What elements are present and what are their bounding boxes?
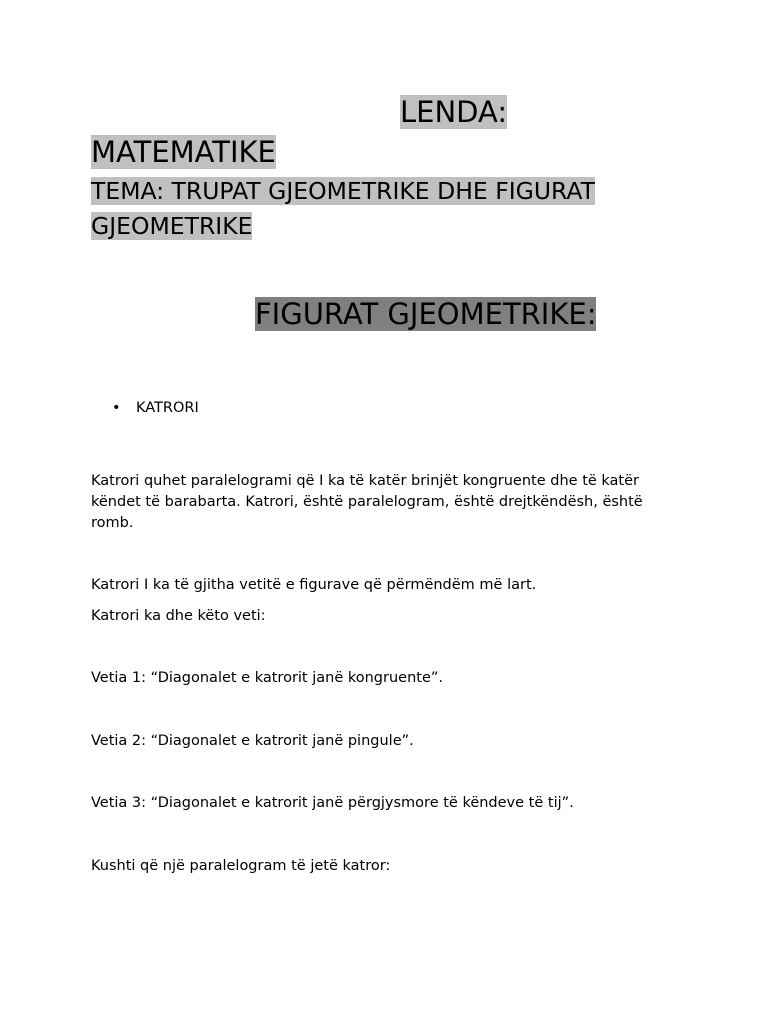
paragraph-condition: Kushti që një paralelogram të jetë katror: — [91, 858, 391, 874]
subject-value-line — [91, 132, 651, 172]
subject-value: MATEMATIKE — [91, 135, 276, 169]
subject-label-line — [91, 92, 651, 132]
subject-label: LENDA: — [400, 95, 508, 129]
bullet-list-item — [112, 398, 199, 418]
paragraph-definition: Katrori quhet paralelogrami që I ka të katër brinjët kongruente dhe të katër këndet të barabarta. Katrori, është paralelogram, është drejtkëndësh, është romb. — [91, 473, 643, 531]
paragraph-property-1: Vetia 1: “Diagonalet e katrorit janë kongruente”. — [91, 670, 443, 686]
bullet-item-text: KATRORI — [136, 400, 199, 416]
paragraph-properties-intro: Katrori I ka të gjitha vetitë e figurave që përmëndëm më lart. — [91, 577, 537, 593]
topic-line — [91, 174, 651, 244]
title-block — [91, 92, 651, 244]
paragraph-extra-properties: Katrori ka dhe këto veti: — [91, 608, 266, 624]
topic-title: TEMA: TRUPAT GJEOMETRIKE DHE FIGURAT GJEOMETRIKE — [91, 177, 596, 240]
section-heading — [255, 295, 596, 333]
paragraph-property-3: Vetia 3: “Diagonalet e katrorit janë përgjysmore të këndeve të tij”. — [91, 795, 574, 811]
section-heading-text: FIGURAT GJEOMETRIKE: — [255, 297, 597, 331]
paragraph-property-2: Vetia 2: “Diagonalet e katrorit janë pingule”. — [91, 733, 414, 749]
bullet-icon: • — [112, 400, 121, 416]
